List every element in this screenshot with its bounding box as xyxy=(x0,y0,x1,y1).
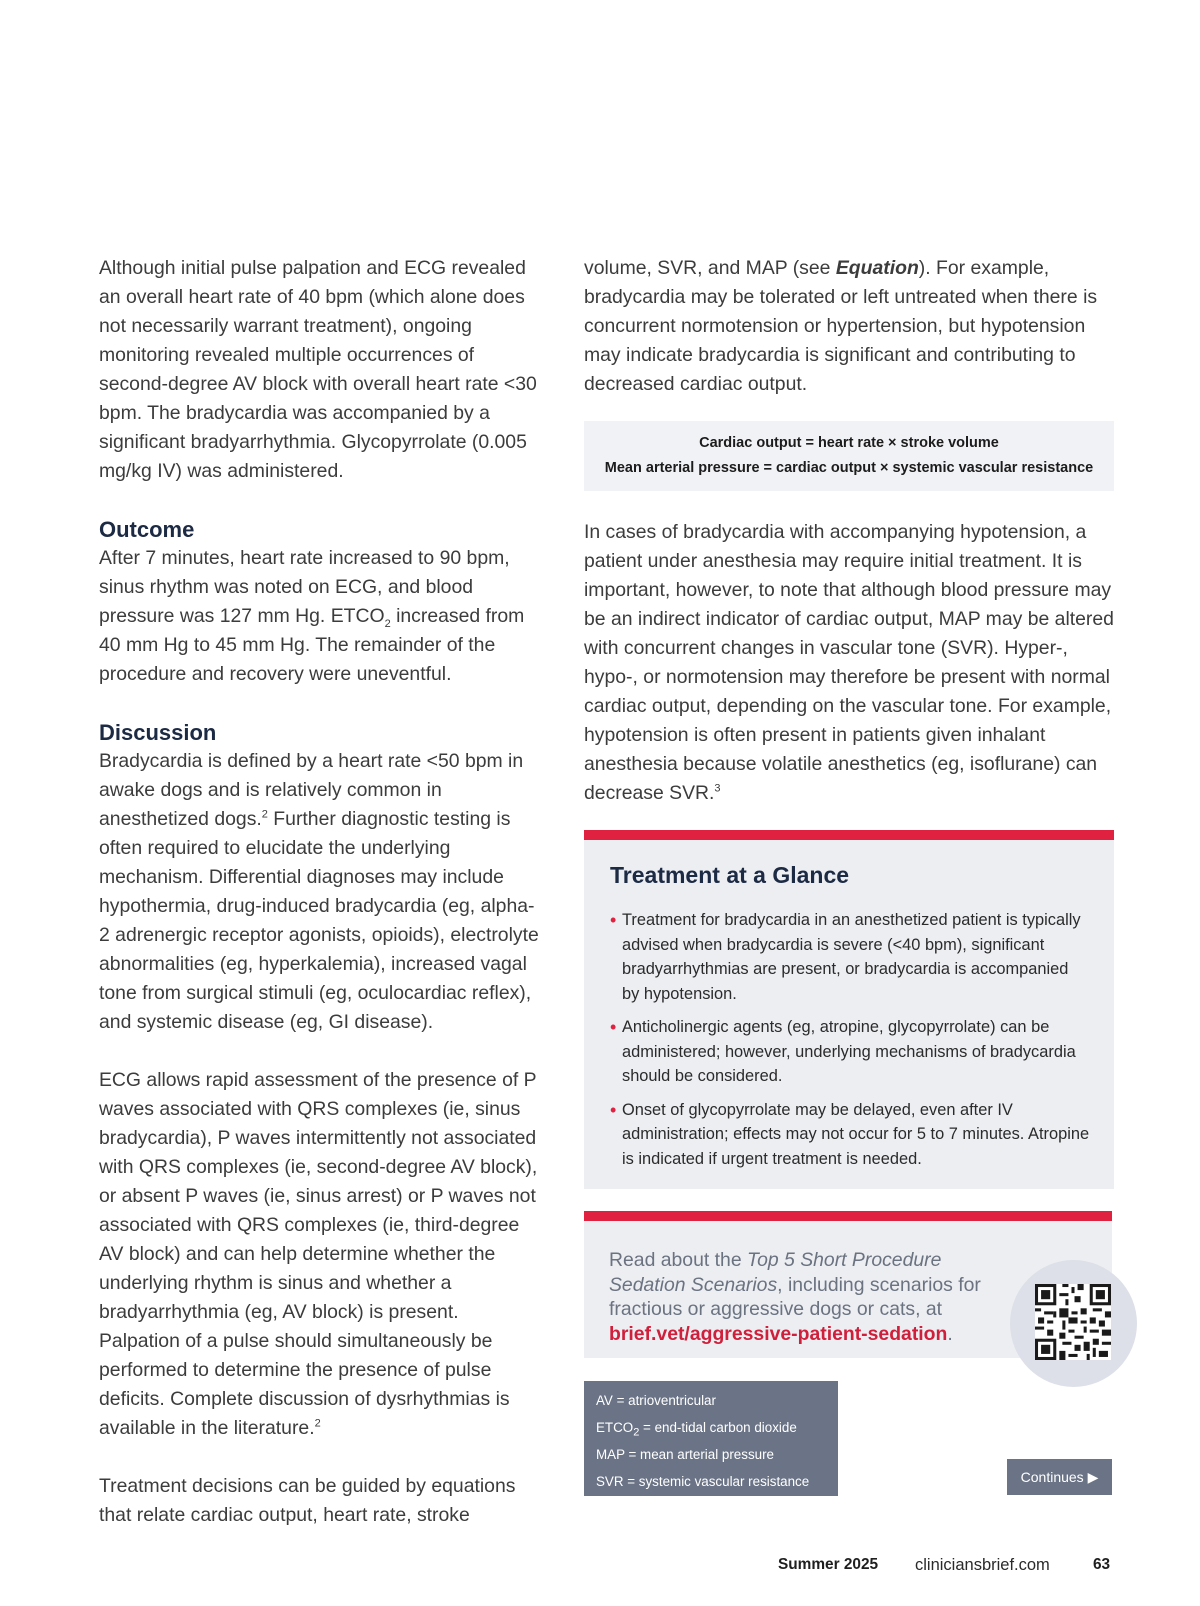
etco2-subscript: 2 xyxy=(384,617,391,630)
abbr-map: MAP = mean arterial pressure xyxy=(596,1447,775,1462)
discussion-paragraph-2 xyxy=(99,1066,539,1443)
left-column xyxy=(99,254,539,1530)
list-item xyxy=(610,1015,1090,1089)
bullet-icon: • xyxy=(610,1017,617,1037)
sedation-link[interactable]: brief.vet/aggressive-patient-sedation xyxy=(609,1322,948,1345)
right-text-2: In cases of bradycardia with accompanying hypotension, a patient under anesthesia may require initial treatment. It is important, however, to note that although blood pressure may be an indirect indicator of cardiac output, MAP may be altered with concurrent changes in vascular tone (SVR). Hyper-, hypo-, or normotension may therefore be present with normal cardiac output, depending on the vascular tone. For example, hypotension is often present in patients given inhalant anesthesia because volatile anesthetics (eg, isoflurane) can decrease SVR. xyxy=(584,521,1114,804)
outcome-heading: Outcome xyxy=(99,517,195,542)
read-more-title: Top 5 Short Procedure Sedation Scenarios xyxy=(609,1249,942,1296)
glance-item-text: Treatment for bradycardia in an anesthetized patient is typically advised when bradycardia is severe (<40 bpm), significant bradyarrhythmias are present, or bradycardia is accompanied by hypotension. xyxy=(622,911,1081,1003)
footer-issue: Summer 2025 xyxy=(778,1556,879,1573)
page-number: 63 xyxy=(1093,1556,1111,1573)
right-text-1a: volume, SVR, and MAP (see xyxy=(584,257,836,279)
qr-code-icon[interactable] xyxy=(1035,1284,1111,1360)
discussion-text-1b: Further diagnostic testing is often required to elucidate the underlying mechanism. Differential diagnoses may include hypothermia, drug-induced bradycardia (eg, alpha-2 adrenergic receptor agonists, opioids), electrolyte abnormalities (eg, hyperkalemia), increased vagal tone from surgical stimuli (eg, oculocardiac reflex), and systemic disease (eg, GI disease). xyxy=(99,808,539,1033)
read-more-text xyxy=(609,1248,1009,1346)
treatment-at-a-glance-box xyxy=(584,830,1114,1189)
discussion-heading: Discussion xyxy=(99,720,217,745)
discussion-text-1a: Bradycardia is defined by a heart rate <50 bpm in awake dogs and is relatively common in anesthetized dogs. xyxy=(99,750,524,830)
abbr-etco2 xyxy=(596,1414,826,1441)
equation-reference: Equation xyxy=(835,257,919,279)
reference-superscript: 2 xyxy=(261,808,268,821)
abbr-etco-text: ETCO xyxy=(596,1420,634,1435)
discussion-text-2: ECG allows rapid assessment of the presence of P waves associated with QRS complexes (ie, sinus bradycardia), P waves intermittently not associated with QRS complexes (ie, second-degree AV block), or absent P waves (ie, sinus arrest) or P waves not associated with QRS complexes (ie, third-degree AV block) and can help determine whether the underlying rhythm is sinus and whether a bradyarrhythmia (eg, AV block) is present. Palpation of a pulse should simultaneously be performed to determine the presence of pulse deficits. Complete discussion of dysrhythmias is available in the literature. xyxy=(99,1069,538,1439)
read-more-middle: , including scenarios for fractious or aggressive dogs or cats, at xyxy=(609,1273,981,1320)
glance-item-text: Anticholinergic agents (eg, atropine, glycopyrrolate) can be administered; however, underlying mechanisms of bradycardia should be considered. xyxy=(622,1018,1076,1085)
bullet-icon: • xyxy=(610,910,617,930)
reference-superscript: 2 xyxy=(314,1417,321,1430)
list-item xyxy=(610,1098,1090,1172)
read-more-prefix: Read about the xyxy=(609,1249,747,1271)
abbreviations-box xyxy=(584,1381,838,1496)
reference-superscript: 3 xyxy=(714,782,721,795)
list-item xyxy=(610,908,1090,1006)
abbr-etco-subscript: 2 xyxy=(633,1426,640,1439)
case-paragraph xyxy=(99,254,539,486)
footer-website-link[interactable]: cliniciansbrief.com xyxy=(915,1556,1050,1574)
right-column xyxy=(584,254,1114,1189)
abbr-etco-definition: = end-tidal carbon dioxide xyxy=(639,1420,797,1435)
outcome-paragraph xyxy=(99,544,539,689)
read-more-suffix: . xyxy=(947,1322,953,1345)
outcome-text-a: After 7 minutes, heart rate increased to 90 bpm, sinus rhythm was noted on ECG, and blood pressure was 127 mm Hg. ETCO xyxy=(99,547,510,627)
abbr-svr: SVR = systemic vascular resistance xyxy=(596,1474,810,1489)
equation-cardiac-output: Cardiac output = heart rate × stroke volume xyxy=(699,435,999,451)
abbr-av: AV = atrioventricular xyxy=(596,1393,716,1408)
case-text: Although initial pulse palpation and ECG revealed an overall heart rate of 40 bpm (which alone does not necessarily warrant treatment), ongoing monitoring revealed multiple occurrences of second-degree AV block with overall heart rate <30 bpm. The bradycardia was accompanied by a significant bradyarrhythmia. Glycopyrrolate (0.005 mg/kg IV) was administered. xyxy=(99,257,537,482)
glance-list xyxy=(610,908,1090,1171)
discussion-text-3: Treatment decisions can be guided by equations that relate cardiac output, heart rate, stroke xyxy=(99,1475,516,1526)
bullet-icon: • xyxy=(610,1099,617,1120)
outcome-text-b: increased from 40 mm Hg to 45 mm Hg. The remainder of the procedure and recovery were uneventful. xyxy=(99,605,525,685)
discussion-paragraph-1 xyxy=(99,747,539,1037)
continues-button[interactable]: Continues ▶ xyxy=(1007,1459,1112,1495)
glance-item-text: Onset of glycopyrrolate may be delayed, even after IV administration; effects may not occur for 5 to 7 minutes. Atropine is indicated if urgent treatment is needed. xyxy=(622,1100,1090,1168)
right-paragraph-2 xyxy=(584,518,1114,808)
right-paragraph-1 xyxy=(584,254,1114,399)
right-text-1b: ). For example, bradycardia may be tolerated or left untreated when there is concurrent normotension or hypertension, but hypotension may indicate bradycardia is significant and contributing to decreased cardiac output. xyxy=(584,257,1098,395)
equation-box xyxy=(584,421,1114,491)
glance-title: Treatment at a Glance xyxy=(610,862,850,888)
equation-mean-arterial-pressure: Mean arterial pressure = cardiac output × systemic vascular resistance xyxy=(604,460,1094,476)
discussion-paragraph-3 xyxy=(99,1472,539,1530)
